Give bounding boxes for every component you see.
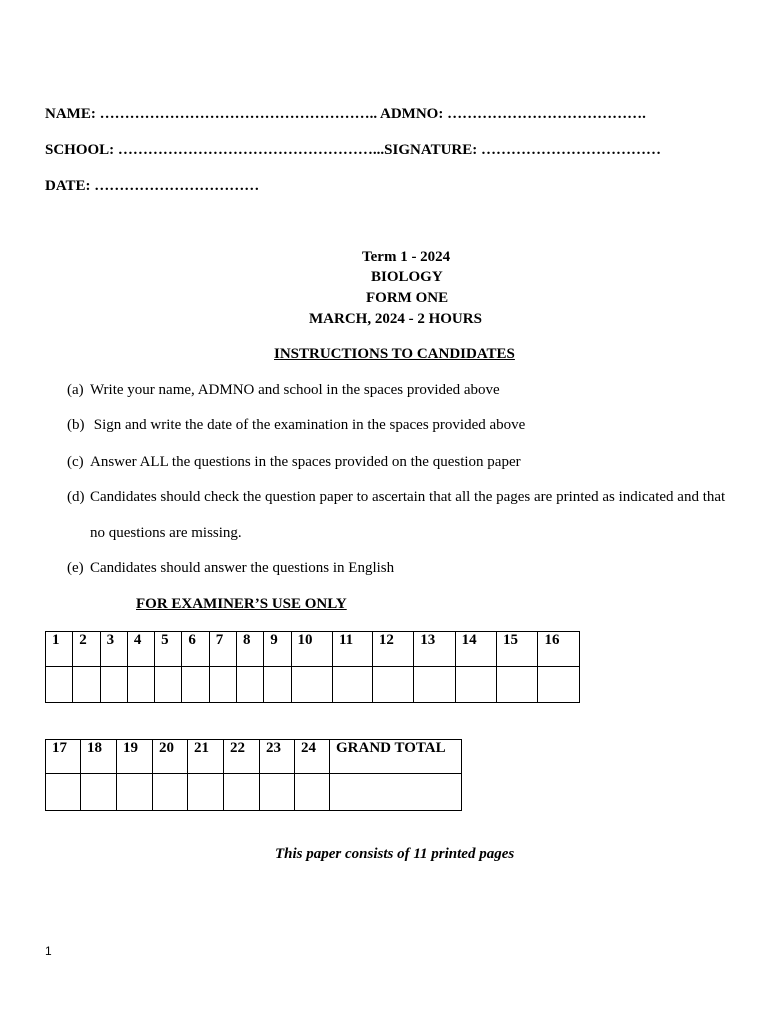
score-cell[interactable]: [455, 667, 496, 703]
score-cell[interactable]: [81, 774, 117, 811]
instruction-e: [67, 560, 394, 577]
instruction-text: Sign and write the date of the examination in the spaces provided above: [90, 417, 526, 433]
question-number-cell: 2: [73, 632, 100, 667]
question-number-cell: 1: [46, 632, 73, 667]
score-header-row: [46, 632, 580, 667]
score-cell[interactable]: [291, 667, 332, 703]
date-line: DATE: ……………………………: [45, 178, 260, 194]
question-number-cell: 23: [260, 740, 295, 774]
examiner-heading: FOR EXAMINER’S USE ONLY: [136, 596, 347, 612]
question-number-cell: 24: [295, 740, 330, 774]
question-number-cell: 7: [209, 632, 236, 667]
instruction-d-continuation: no questions are missing.: [90, 525, 242, 541]
instruction-label: (b): [67, 417, 85, 433]
score-cell[interactable]: [188, 774, 224, 811]
instruction-text: Candidates should check the question paper to ascertain that all the pages are printed as indicated and that: [90, 489, 726, 505]
exam-duration: MARCH, 2024 - 2 HOURS: [309, 311, 482, 327]
question-number-cell: 22: [224, 740, 260, 774]
question-number-cell: 15: [497, 632, 538, 667]
score-cell[interactable]: [100, 667, 127, 703]
score-cell[interactable]: [46, 667, 73, 703]
instruction-c: [67, 454, 521, 471]
question-number-cell: 19: [117, 740, 153, 774]
score-cell[interactable]: [372, 667, 413, 703]
question-number-cell: 12: [372, 632, 413, 667]
score-cell[interactable]: [295, 774, 330, 811]
name-admno-line: NAME: ……………………………………………….. ADMNO: ………………………………….: [45, 106, 646, 122]
question-number-cell: 13: [414, 632, 455, 667]
question-number-cell: 21: [188, 740, 224, 774]
instruction-text: Answer ALL the questions in the spaces provided on the question paper: [90, 454, 521, 470]
score-cell[interactable]: [264, 667, 291, 703]
page-number: 1: [45, 944, 52, 958]
instruction-label: (a): [67, 382, 84, 398]
score-entry-row: [46, 774, 462, 811]
score-cell[interactable]: [236, 667, 263, 703]
instruction-label: (e): [67, 560, 84, 576]
question-number-cell: 11: [332, 632, 372, 667]
score-cell[interactable]: [127, 667, 154, 703]
score-cell[interactable]: [46, 774, 81, 811]
exam-subject: BIOLOGY: [371, 269, 443, 285]
score-cell[interactable]: [155, 667, 182, 703]
question-number-cell: 3: [100, 632, 127, 667]
score-cell[interactable]: [153, 774, 188, 811]
score-cell[interactable]: [497, 667, 538, 703]
question-number-cell: 17: [46, 740, 81, 774]
score-table-1: [45, 631, 580, 703]
instruction-label: (c): [67, 454, 84, 470]
question-number-cell: 14: [455, 632, 496, 667]
instruction-a: [67, 382, 500, 399]
question-number-cell: 10: [291, 632, 332, 667]
question-number-cell: 9: [264, 632, 291, 667]
question-number-cell: 8: [236, 632, 263, 667]
instruction-text: Write your name, ADMNO and school in the spaces provided above: [90, 382, 500, 398]
question-number-cell: 4: [127, 632, 154, 667]
score-header-row: [46, 740, 462, 774]
score-cell[interactable]: [538, 667, 580, 703]
score-entry-row: [46, 667, 580, 703]
grand-total-cell[interactable]: [330, 774, 462, 811]
score-cell[interactable]: [414, 667, 455, 703]
question-number-cell: 16: [538, 632, 580, 667]
instruction-label: (d): [67, 489, 85, 505]
score-cell[interactable]: [73, 667, 100, 703]
question-number-cell: 6: [182, 632, 209, 667]
question-number-cell: 5: [155, 632, 182, 667]
instruction-b: [67, 417, 525, 434]
instruction-text: Candidates should answer the questions in English: [90, 560, 395, 576]
instructions-heading: INSTRUCTIONS TO CANDIDATES: [274, 346, 515, 362]
question-number-cell: 18: [81, 740, 117, 774]
score-cell[interactable]: [224, 774, 260, 811]
school-signature-line: SCHOOL: ……………………………………………...SIGNATURE: ………………………………: [45, 142, 661, 158]
exam-term: Term 1 - 2024: [362, 249, 451, 265]
instruction-d: [67, 489, 725, 506]
score-cell[interactable]: [182, 667, 209, 703]
score-cell[interactable]: [260, 774, 295, 811]
question-number-cell: 20: [153, 740, 188, 774]
pages-note: This paper consists of 11 printed pages: [275, 846, 515, 862]
exam-form: FORM ONE: [366, 290, 449, 306]
score-cell[interactable]: [117, 774, 153, 811]
score-cell[interactable]: [209, 667, 236, 703]
grand-total-header: GRAND TOTAL: [330, 740, 462, 774]
score-cell[interactable]: [332, 667, 372, 703]
score-table-2: [45, 739, 462, 811]
